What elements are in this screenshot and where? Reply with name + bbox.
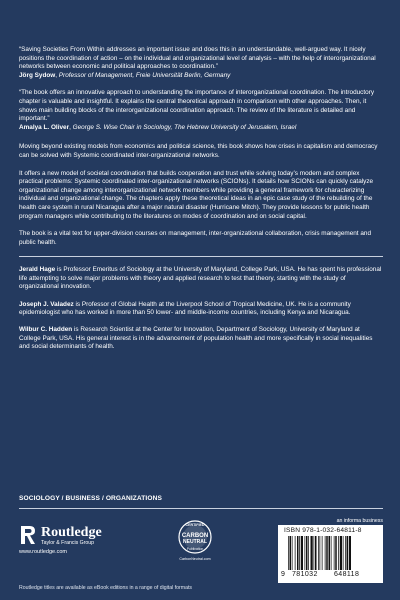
description-paragraph-3: The book is a vital text for upper-division courses on management, inter-organizational collaboration, crisis management and public health.: [19, 230, 372, 246]
endorsement-text: “The book offers an innovative approach to understanding the importance of interorganizational coordination. The introductory chapter is valuable and insightful. It explains the central theoretical approach in comparison with other approaches. Then, it shows main building blocks of the interorganizational coordination approach. The review of the literature is detailed and important.”: [19, 89, 375, 123]
endorser-name: Amalya L. Oliver: [19, 123, 70, 131]
publisher-name: Routledge: [41, 525, 102, 540]
endorsement-1: “Saving Societies From Within addresses an important issue and does this in an understandable, well-argued way. It nicely positions the coordination of action – on the individual and organizational level of analysis – with the help of interorganizational networks between economic and political approaches to coordination.” Jörg Sydow, Professor of Management, Freie Universität Berlin, Germany: [19, 46, 383, 80]
endorser-role: Professor of Management, Freie Universität Berlin, Germany: [58, 71, 231, 79]
endorser-name: Jörg Sydow: [19, 71, 56, 79]
author-name: Jerald Hage: [19, 266, 56, 274]
divider: [19, 508, 383, 509]
author-bio-text: is Professor Emeritus of Sociology at the University of Maryland, College Park, USA. He has spent his professional life attempting to solve major problems with theory and applied research to test that theory, starting with the study of organizational innovation.: [19, 266, 382, 291]
author-bio-3: [19, 326, 383, 352]
description-paragraph-2: It offers a new model of societal coordination that builds cooperation and trust while solving today’s modern and complex practical problems: Systemic coordinated inter-organizational networks (SCIONs). It details how SCIONs can quickly catalyze organizational change among interorganizational network members while providing a general framework for characterizing individual and organizational change. The chapters apply these theoretical ideas in an epic case study of the rebuilding of the health care system in rural Nicaragua after a major natural disaster (Hurricane Mitch). They provide lessons for public health program managers while contributing to the literatures on modes of coordination and on social capital.: [19, 169, 374, 220]
footer-note: Routledge titles are available as eBook editions in a range of digital formats: [19, 585, 193, 591]
cover-text-column: [19, 46, 383, 361]
isbn-number: ISBN 978-1-032-64811-8: [284, 527, 362, 534]
carbon-neutral-badge: [176, 517, 214, 577]
subject-categories: SOCIOLOGY / BUSINESS / ORGANIZATIONS: [19, 495, 162, 502]
author-name: Joseph J. Valadez: [19, 300, 74, 308]
barcode: [278, 525, 383, 583]
badge-line-3: NEUTRAL: [183, 539, 207, 545]
barcode-right-digits: 648118: [334, 571, 360, 578]
publisher-url: www.routledge.com: [19, 549, 67, 555]
publisher-logo: [19, 523, 129, 573]
endorser-role: George S. Wise Chair in Sociology, The Hebrew University of Jerusalem, Israel: [72, 123, 297, 131]
barcode-bars: [288, 536, 376, 570]
badge-line-4: Publication: [186, 547, 204, 551]
barcode-first-digit: 9: [281, 571, 286, 578]
author-bio-text: is Research Scientist at the Center for Innovation, Department of Sociology, University of Maryland at College Park, USA. His general interest is in the advancement of population health and more specifically in social inequalities and social determinants of health.: [19, 326, 373, 351]
parent-company: an informa business: [336, 518, 383, 524]
endorsement-2: “The book offers an innovative approach to understanding the importance of interorganizational coordination. The introductory chapter is valuable and insightful. It explains the central theoretical approach in comparison with other approaches. Then, it shows main building blocks of the interorganizational coordination approach. The review of the literature is detailed and important.” Amalya L. Oliver, George S. Wise Chair in Sociology, The Hebrew University of Jerusalem, Israel: [19, 89, 383, 132]
endorsement-text: “Saving Societies From Within addresses an important issue and does this in an understandable, well-argued way. It nicely positions the coordination of action – on the individual and organizational level of analysis – with the help of interorganizational networks between economic and political approaches to coordination.”: [19, 46, 376, 71]
carbon-neutral-icon: [176, 517, 214, 557]
author-bio-text: is Professor of Global Health at the Liverpool School of Tropical Medicine, UK. He is a community epidemiologist who has worked in more than 50 lower- and middle-income countries, including Kenya and Nicaragua.: [19, 300, 351, 317]
author-bio-2: [19, 301, 383, 318]
publisher-group: Taylor & Francis Group: [41, 540, 95, 546]
divider: [19, 256, 383, 257]
badge-url: CarbonNeutral.com: [179, 557, 211, 561]
routledge-r-icon: [19, 525, 37, 545]
badge-line-1: CERTIFIED: [185, 523, 205, 527]
description-paragraph-1: Moving beyond existing models from economics and political science, this book shows how crises in capitalism and democracy can be solved with Systemic coordinated inter-organizational networks.: [19, 143, 378, 159]
author-bio-1: [19, 266, 383, 292]
badge-line-2: CARBON: [181, 533, 209, 539]
barcode-left-digits: 781032: [292, 571, 318, 578]
author-name: Wilbur C. Hadden: [19, 326, 73, 334]
